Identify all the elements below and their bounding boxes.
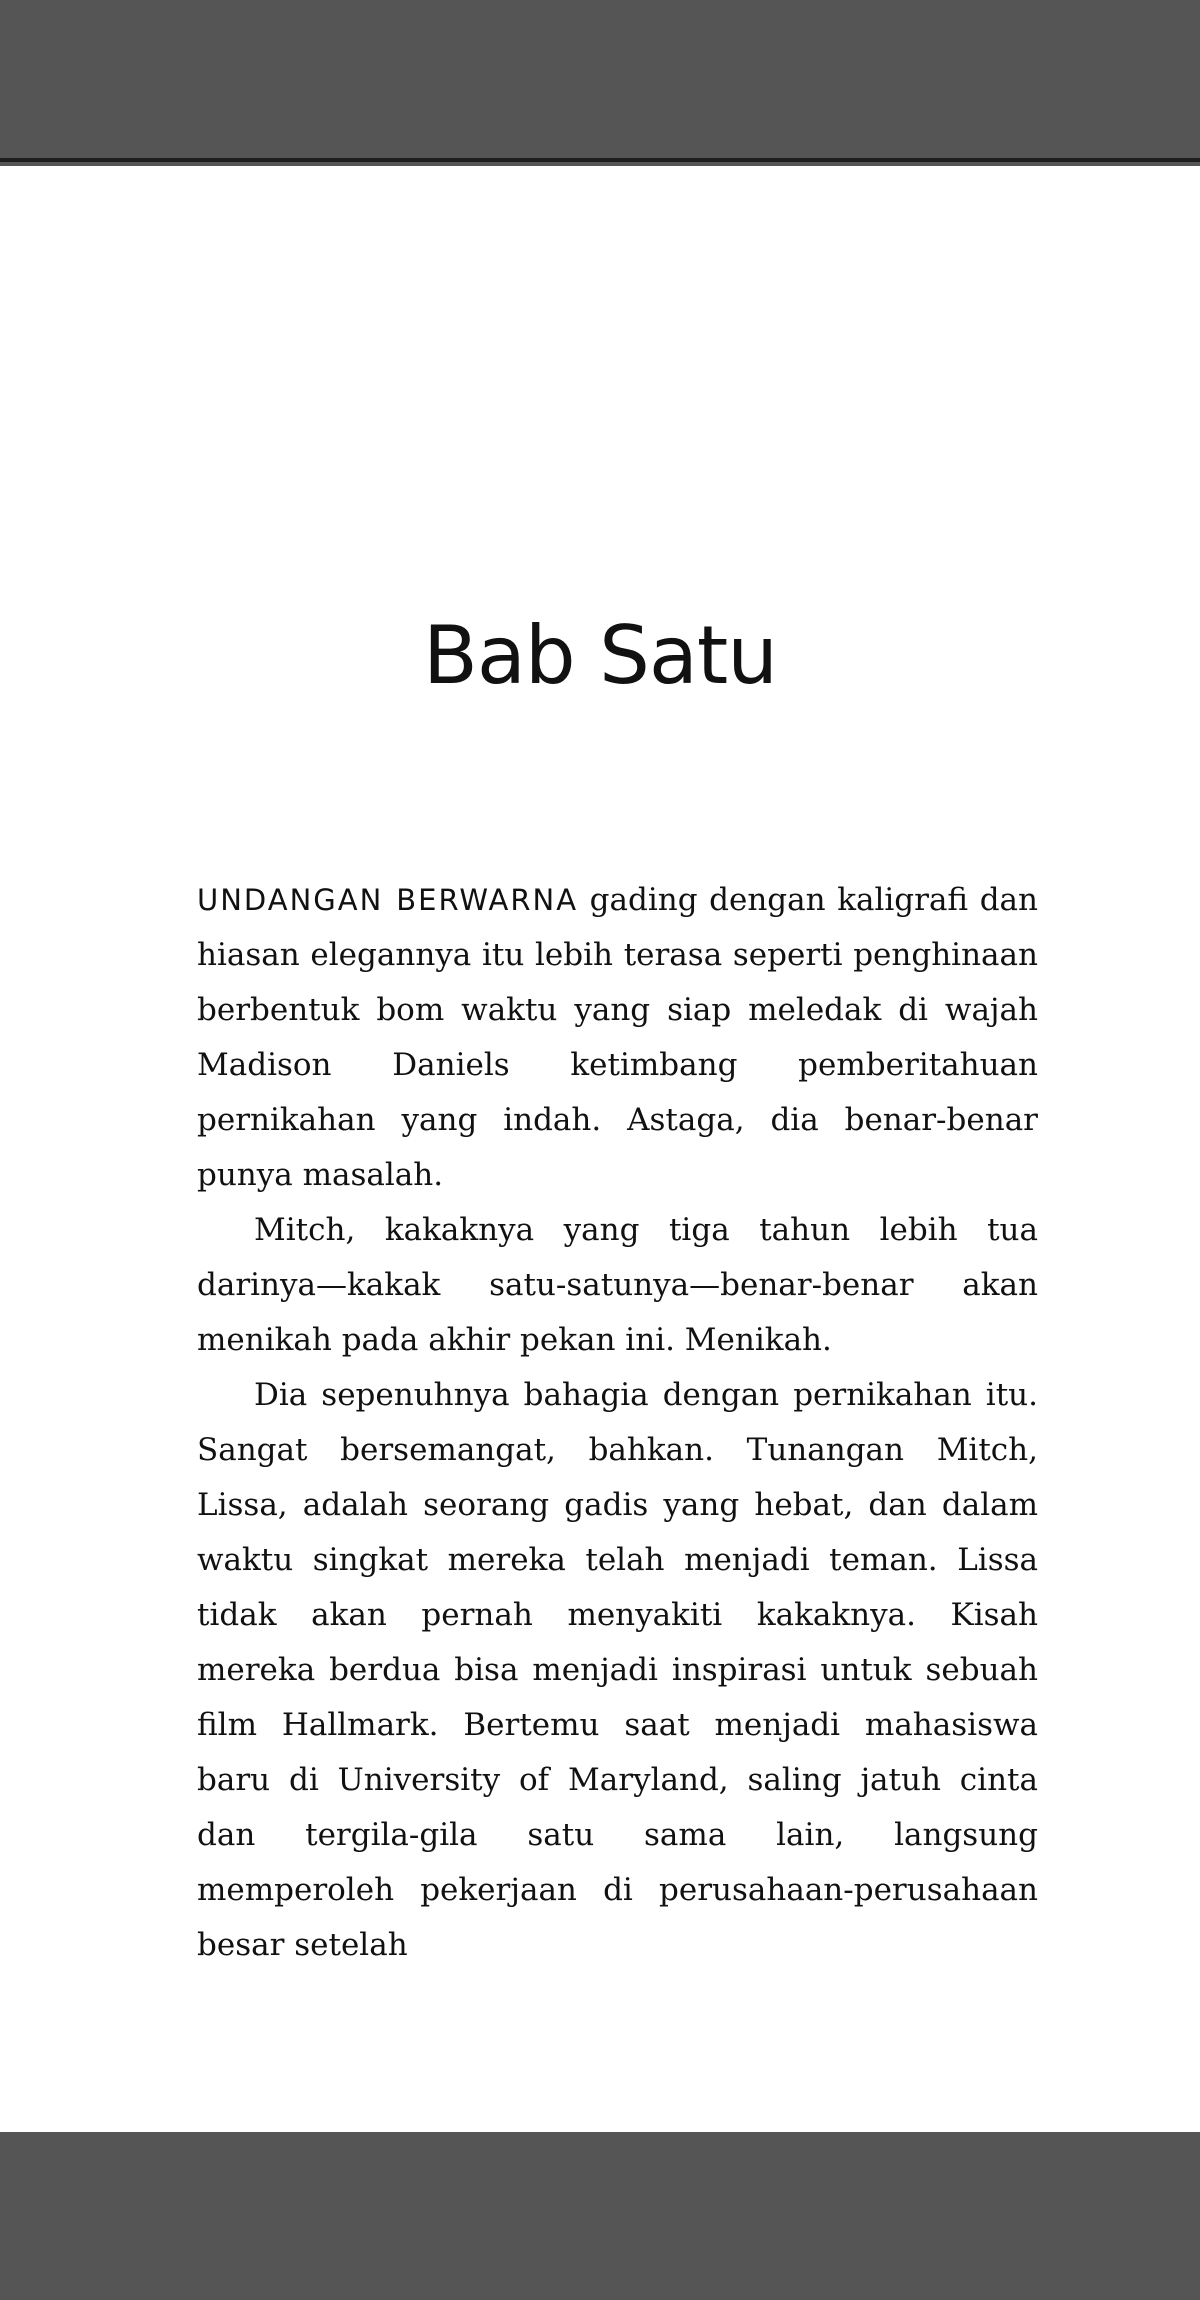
- book-page: [0, 166, 1200, 2132]
- chapter-title: Bab Satu: [423, 609, 777, 702]
- chapter-body: [197, 873, 1038, 1973]
- paragraph-1: [197, 873, 1038, 1203]
- paragraph-3: Dia sepenuhnya bahagia dengan pernikahan itu. Sangat bersemangat, bahkan. Tunangan Mitch, Lissa, adalah seorang gadis yang hebat, dan dalam waktu singkat mereka telah menjadi teman. Lissa tidak akan pernah menyakiti kakaknya. Kisah mereka berdua bisa menjadi inspirasi untuk sebuah film Hallmark. Bertemu saat menjadi mahasiswa baru di University of Maryland, saling jatuh cinta dan tergila-gila satu sama lain, langsung memperoleh pekerjaan di perusahaan-perusahaan besar setelah: [197, 1377, 1038, 1963]
- opening-words: UNDANGAN BERWARNA: [197, 883, 579, 917]
- reader-top-bar: [0, 0, 1200, 162]
- paragraph-1-text: gading dengan kaligrafi dan hiasan elegannya itu lebih terasa seperti penghinaan berbentuk bom waktu yang siap meledak di wajah Madison Daniels ketimbang pemberitahuan pernikahan yang indah. Astaga, dia benar-benar punya masalah.: [197, 882, 1039, 1193]
- paragraph-2: Mitch, kakaknya yang tiga tahun lebih tua darinya—kakak satu-satunya—benar-benar akan menikah pada akhir pekan ini. Menikah.: [197, 1212, 1038, 1358]
- reader-bottom-bar: [0, 2132, 1200, 2300]
